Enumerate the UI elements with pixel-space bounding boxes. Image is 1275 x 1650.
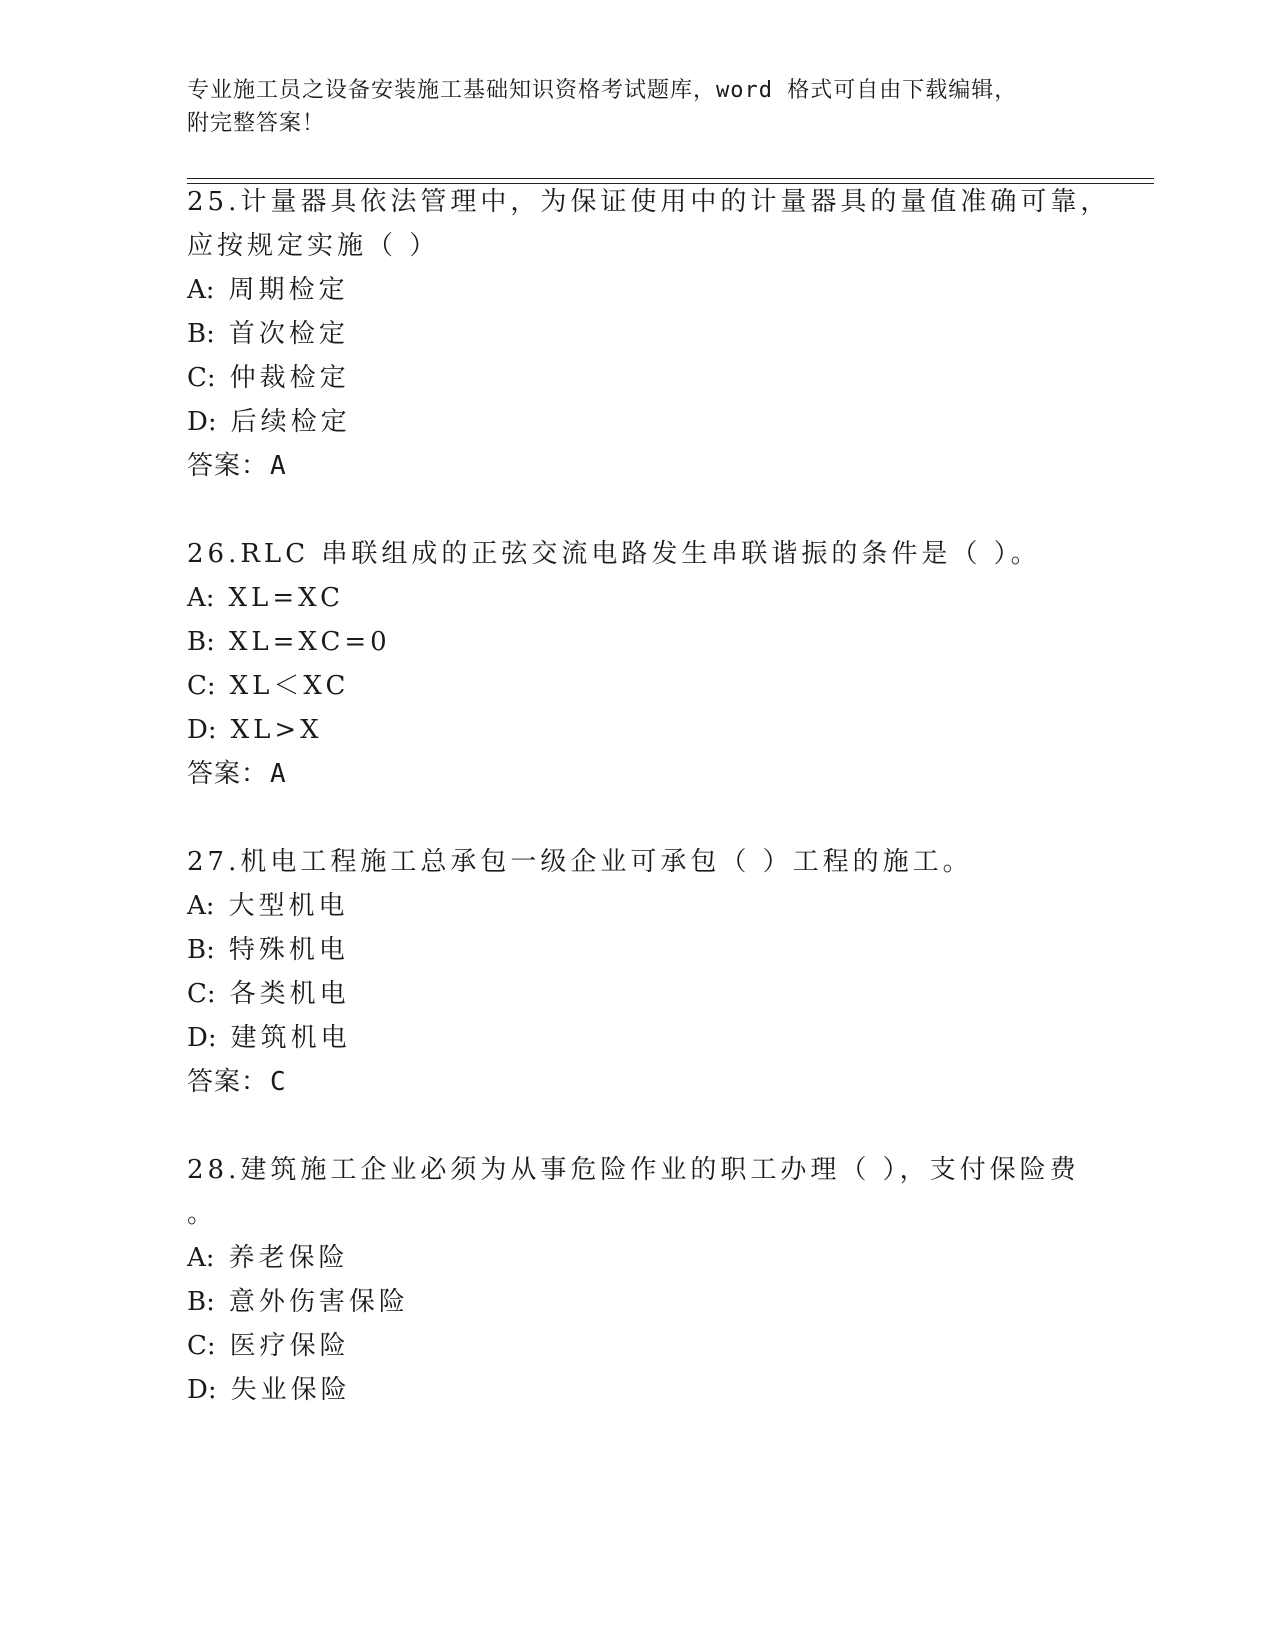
question-28-option-a: A: 养老保险 xyxy=(187,1243,349,1273)
question-28-stem-line-1: 28.建筑施工企业必须为从事危险作业的职工办理（ ），支付保险费 xyxy=(187,1155,1080,1185)
question-28-option-c: C: 医疗保险 xyxy=(187,1331,350,1361)
document-header xyxy=(187,74,1067,140)
question-26-answer: 答案：A xyxy=(187,759,287,789)
question-25-option-a: A: 周期检定 xyxy=(187,275,349,305)
header-line-2: 附完整答案！ xyxy=(187,111,326,136)
question-28-stem-line-2: 。 xyxy=(187,1199,218,1229)
question-27-answer: 答案：C xyxy=(187,1067,287,1097)
question-26-stem-line-1: 26.RLC 串联组成的正弦交流电路发生串联谐振的条件是（ ）。 xyxy=(187,539,1041,569)
question-25-option-c: C: 仲裁检定 xyxy=(187,363,350,393)
question-26-option-d: D: XL>X xyxy=(187,715,323,745)
header-divider-top xyxy=(187,178,1154,179)
header-line-1: 专业施工员之设备安装施工基础知识资格考试题库，word 格式可自由下载编辑， xyxy=(187,78,1018,103)
question-27-option-a: A: 大型机电 xyxy=(187,891,349,921)
question-27-stem-line-1: 27.机电工程施工总承包一级企业可承包（ ）工程的施工。 xyxy=(187,847,973,877)
question-26-option-a: A: XL=XC xyxy=(187,583,345,613)
question-27-option-d: D: 建筑机电 xyxy=(187,1023,351,1053)
question-27-option-c: C: 各类机电 xyxy=(187,979,350,1009)
question-26-option-b: B: XL=XC=0 xyxy=(187,627,391,657)
question-25-option-b: B: 首次检定 xyxy=(187,319,349,349)
question-27-option-b: B: 特殊机电 xyxy=(187,935,349,965)
question-25-stem-line-2: 应按规定实施（ ） xyxy=(187,231,440,261)
question-26-option-c: C: XL＜XC xyxy=(187,671,350,701)
question-28-option-b: B: 意外伤害保险 xyxy=(187,1287,409,1317)
question-25-answer: 答案：A xyxy=(187,451,287,481)
question-25-option-d: D: 后续检定 xyxy=(187,407,351,437)
question-28-option-d: D: 失业保险 xyxy=(187,1375,351,1405)
header-divider-bottom xyxy=(187,183,1154,184)
question-25-stem-line-1: 25.计量器具依法管理中，为保证使用中的计量器具的量值准确可靠， xyxy=(187,187,1111,217)
